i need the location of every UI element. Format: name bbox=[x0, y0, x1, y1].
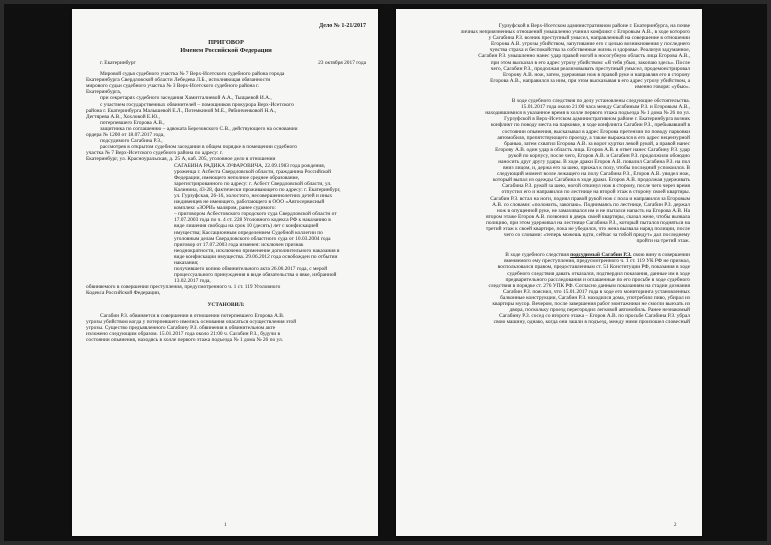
text-line: зарегистрированного по адресу: г. Асбест Свердловской области, ул. bbox=[174, 180, 332, 187]
text-line: наказания; bbox=[174, 260, 199, 266]
text-line: вниз лицом, и, держа его за шею, прижал к полу, чтобы последний успокоился. В bbox=[503, 165, 690, 172]
text-line: района г. Екатеринбурга Малышевой Е.Л., Потемкиной М.Е., Рябинченковой Н.А., bbox=[86, 107, 277, 114]
text-line: пройти на третий этаж. bbox=[636, 238, 690, 245]
text-line: Сагабин Р.З. обвиняется в совершении в отношении потерпевшего Егорова А.В. bbox=[100, 312, 285, 319]
text-line: изложено следующим образом. 15.01.2017 года около 21:00 ч. Сагабин Р.З., будучи в bbox=[86, 330, 281, 337]
text-line: потерпевшего Егорова А.В., bbox=[100, 119, 165, 126]
text-line: защитника по соглашению – адвоката Березовского С.В., действующего на основании bbox=[100, 125, 298, 132]
text-line: состоянии опьянения, находясь в холле первого этажа подъезда № 1 дома № 26 по ул. bbox=[86, 337, 284, 344]
text-line: виде конфискации имущества. 29.06.2012 года освобожден по отбытии bbox=[174, 253, 338, 260]
text-line: В ходе судебного следствия по делу установлены следующие обстоятельства. bbox=[511, 98, 690, 105]
document-viewer bbox=[4, 4, 767, 541]
text-line: уроженца г. Асбеста Свердловской области, гражданина Российской bbox=[174, 168, 332, 175]
text-line: нож в опущенной руке, не замахивался им и не пытался напасть на Егорова А.В. На bbox=[496, 207, 690, 214]
text-line: при секретарях судебного заседания Хамитгалиевой А.А., Тыщаевой И.А., bbox=[100, 95, 272, 102]
text-line: Калинина, 43-28, фактически проживающего по адресу: г. Екатеринбург, bbox=[174, 186, 341, 193]
text-line: с участием государственных обвинителей – помощников прокурора Верх-Исетского bbox=[100, 101, 294, 108]
text-line: рассмотрев в открытом судебном заседании в общем порядке в помещении судебного bbox=[100, 144, 297, 151]
text-line: Егорова А.В. угрозы убийством, запугивание его с целью возникновения у последнего bbox=[490, 41, 690, 48]
text-line: Сагабин Р.З. умышленно нанес удар правой ногой в носогубную область лица Егорова А.В., bbox=[478, 53, 690, 60]
intro-paragraph bbox=[86, 71, 366, 162]
text-line: 17.07.2003 года по ч. 4 ст. 228 Уголовного кодекса РФ к наказанию в bbox=[174, 217, 331, 224]
text-line: следующий момент возле лежащего на полу Сагабина Р.З., Егоров А.В. увидел нож, bbox=[497, 171, 690, 178]
text-line: третий этаж к своей квартире, пока не убедился, что жена вызвала наряд полиции, после bbox=[485, 226, 690, 232]
defendant-block bbox=[86, 163, 366, 285]
text-line: 15.01.2017 года около 21:00 часа между Сагабиным Р.З. и Егоровым А.В., bbox=[520, 104, 690, 111]
text-line: А.В. со словами: «положить, закопаю». Поднимаясь по лестнице, Сагабин Р.З. держал bbox=[492, 201, 690, 208]
defendant-name: САГАБИНА РАДИКА ЗУФАРОВИЧА, 22.09.1983 года рождения, bbox=[174, 162, 326, 169]
text-line: чувства страха и беспокойства за собственные жизнь и здоровье. Реализуя задуманное, bbox=[489, 47, 690, 54]
text-line: имущества; Кассационным определением Судебной коллегии по bbox=[174, 229, 323, 236]
text-line: Сагабина Р.З. рукой за шею, ногой откинул нож в сторону, после чего через время bbox=[501, 183, 690, 190]
text-line: полицию, при этом удерживал на лестнице Сагабина Р.З., который пытался подняться на bbox=[486, 219, 690, 226]
text-line: участка № 7 Верх-Исетского судебного района по адресу: г. bbox=[86, 150, 223, 157]
established-heading: УСТАНОВИЛ: bbox=[207, 301, 245, 308]
text-line: именно говоря: «убью». bbox=[634, 83, 690, 90]
text-line: угрозы убийством когда у потерпевшего имелись основания опасаться осуществления этой bbox=[86, 318, 297, 325]
text-line: Сагабину Р.З. сосед со второго этажа – Егоров А.В. по просьбе Сагабина Р.З. убрал bbox=[499, 313, 690, 320]
text-line: следствия в порядке ст. 276 УПК РФ. Согласно данным показаниям на стадии дознания bbox=[488, 282, 690, 289]
text-line: уголовным делам Свердловского областного суда от 10.03.2004 года bbox=[174, 235, 331, 242]
text-line: 13.02.2017 года, bbox=[174, 278, 211, 285]
case-number: Дело № 1-21/2017 bbox=[319, 23, 366, 29]
document-page-1 bbox=[72, 9, 378, 536]
page-number: 1 bbox=[224, 523, 227, 528]
text-line: вменяемого ему преступления, предусмотренного ч. 1 ст. 119 УК РФ не признал, bbox=[504, 258, 690, 265]
date: 23 октября 2017 года bbox=[318, 60, 366, 66]
text-line: Екатеринбурга Свердловской области Лебедева Л.Б., исполняющая обязанности bbox=[86, 77, 271, 84]
text-line: приговор от 17.07.2003 года изменен: исключен признак bbox=[174, 241, 304, 248]
text-line: втором этаже Егоров А.В. позвонил в дверь своей квартиры, сказал жене, чтобы вызвала bbox=[486, 213, 690, 220]
text-line: подсудимого Сагабина Р.З., bbox=[100, 138, 163, 145]
text-line: который выпал из одежды Сагабина в ходе драки. Егоров А.В. продолжая удерживать bbox=[492, 177, 690, 184]
text-line: квартиры мусор. Вечером, после завершения работ монтажники не смогли выехать из bbox=[492, 301, 690, 308]
text-line: у Сагабина Р.З. возник преступный умысел, направленный на совершение в отношении bbox=[488, 35, 690, 42]
text-line: конфликт по поводу места на парковке, в ходе конфликта Сагабин Р.З., пребывавший в bbox=[490, 122, 690, 129]
text-line: мирового судьи судебного участка № 3 Верх-Исетского судебного района г. bbox=[86, 83, 260, 90]
text-line: виде лишения свободы на срок 10 (десять) лет с конфискацией bbox=[174, 223, 319, 230]
text-line: Екатеринбурга, bbox=[86, 89, 122, 96]
page-number: 2 bbox=[674, 523, 677, 528]
text-span: свою вину в совершении bbox=[631, 252, 690, 259]
text-line: чего со словами: «теперь можешь идти, сейчас за тобой придут» дал последнему bbox=[503, 232, 690, 239]
text-line: Дегтярева А.В., Хохловой Е.Ю., bbox=[86, 113, 160, 120]
text-span: В ходе судебного следствия bbox=[505, 252, 571, 259]
text-line: Сагабин Р.З. встал на ноги, поднял правой рукой нож с пола и направился за Егоровым bbox=[490, 195, 690, 202]
text-line: судебного следствия давать отказался, подтвердил показания, данные им в ходе bbox=[507, 270, 690, 277]
document-title: ПРИГОВОР bbox=[208, 39, 244, 46]
text-line: отпустил его и направился по лестнице на второй этаж в сторону своей квартиры. bbox=[501, 189, 690, 196]
text-line: рукой по корпусу, после чего, Егоров А.В. и Сагабин Р.З. продолжили обоюдно bbox=[508, 152, 690, 159]
text-line: находившимися в указанное время в холле первого этажа подъезда № 1 дома № 26 по ул. bbox=[485, 110, 690, 117]
text-line: Гурзуфской в Верх-Исетском административном районе г. Екатеринбурга, на почве bbox=[498, 23, 690, 29]
text-line: обвиняемого в совершении преступления, предусмотренного ч. 1 ст. 119 Уголовного bbox=[86, 284, 281, 291]
text-line: Егорову А.В. нож, затем, удерживая нож в правой руке и направляя его в сторону bbox=[503, 71, 690, 78]
text-line: личных неприязненных отношений умышленно учинил конфликт с Егоровым А.В., в ходе которого bbox=[460, 29, 690, 36]
text-line: Мировой судья судебного участка № 7 Верх-Исетского судебного района города bbox=[100, 71, 285, 78]
document-page-2 bbox=[396, 9, 702, 536]
text-line: Екатеринбург, ул. Красноуральская, д. 25 А, каб. 205, уголовное дело в отношении bbox=[86, 156, 276, 163]
text-line: бранью, затем схватил Егорова А.В. за ворот куртки левой рукой, а правой нанес bbox=[504, 140, 690, 147]
document-subtitle: Именем Российской Федерации bbox=[180, 47, 272, 54]
text-line: комплекс «ЗОРИ» маляром, ранее судимого: bbox=[174, 205, 276, 212]
text-line: получившего копию обвинительного акта 26.06.2017 года, с мерой bbox=[174, 266, 328, 273]
text-line: иждивенцев не имеющего, работающего в ООО «Автосервисный bbox=[174, 199, 325, 206]
text-line: ул. Гурзуфская, 26-16, холостого, несовершеннолетних детей и иных bbox=[174, 192, 333, 199]
text-line: процессуального принуждения в виде обязательства о явке, избранной bbox=[174, 272, 337, 279]
text-line: балконные конструкции, Сагабин Р.З. находился дома, употреблял пиво, убирал из bbox=[500, 294, 690, 301]
text-line: чего, Сагабин Р.З., продолжая реализовывать преступный умысел, продемонстрировал bbox=[490, 65, 690, 72]
text-line: при этом высказал в его адрес угрозу убийством: «Я тебя убью, закопаю здесь». После bbox=[490, 59, 690, 66]
text-line: – приговором Асбестовского городского суда Свердловской области от bbox=[174, 211, 337, 218]
text-line: свою машину, однако, когда они зашли в подъезд, между ними произошел словесный bbox=[493, 319, 690, 326]
text-line: Федерации, имеющего неполное среднее образование, bbox=[174, 174, 300, 181]
text-line: Кодекса Российской Федерации, bbox=[86, 290, 161, 297]
text-line: двора, поскольку проезд перегородил легковой автомобиль. Ранее незнакомый bbox=[509, 307, 690, 314]
text-line: автомобиля, препятствующего проезду, а также выражался в его адрес нецензурной bbox=[497, 134, 690, 141]
text-line: ордера № 1200 от 18.07.2017 года, bbox=[86, 132, 165, 139]
text-line: предварительного расследования и оглашенные по его просьбе в ходе судебного bbox=[505, 276, 690, 283]
text-line: воспользовался правом, предоставленным ст. 51 Конституции РФ, показания в ходе bbox=[497, 264, 690, 271]
text-line: Гурзуфской в Верх-Исетском административном районе г. Екатеринбурга возник bbox=[504, 116, 690, 123]
text-line: Егорова А.В., направился за ним, при этом высказывая в его адрес угрозу убийством, а bbox=[490, 77, 690, 84]
text-line: угрозы. Существо предъявленного Сагабину Р.З. обвинения в обвинительном акте bbox=[86, 324, 276, 331]
text-line: Сагабин Р.З. пояснил, что 15.01.2017 года в ходе его мониторинга установленных bbox=[502, 288, 690, 295]
text-line: состоянии опьянения, высказывал в адрес Егорова претензии по поводу парковки bbox=[502, 128, 690, 135]
city: г. Екатеринбург bbox=[100, 60, 136, 66]
text-line: Егорову А.В. один удар в область лица. Егоров А.В. в ответ нанес Сагабину Р.З. удар bbox=[495, 146, 690, 153]
defendant-label: подсудимый Сагабин Р.З. bbox=[570, 252, 632, 259]
text-line: наносить друг другу удары. В ходе драки Егоров А.В. повалил Сагабина Р.З. на пол bbox=[498, 158, 690, 165]
text-line: неоднократности, исключено применение дополнительного наказания в bbox=[174, 247, 340, 254]
